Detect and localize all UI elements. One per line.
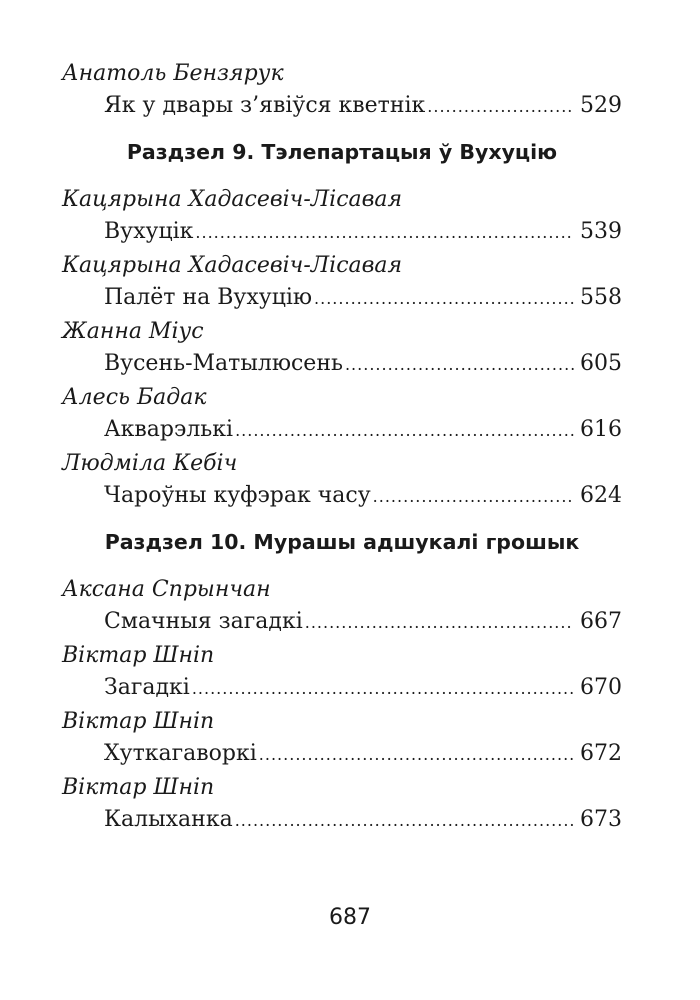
author-name: Віктар Шніп	[62, 643, 215, 668]
dot-leader	[235, 805, 574, 837]
toc-entry[interactable]	[104, 90, 622, 122]
author-name: Віктар Шніп	[62, 709, 215, 734]
page-ref: 667	[580, 609, 622, 634]
author-name: Кацярына Хадасевіч-Лісавая	[62, 253, 403, 278]
toc-work	[62, 448, 622, 512]
dot-leader	[427, 91, 574, 123]
table-of-contents	[62, 58, 622, 838]
work-title: Загадкі	[104, 675, 190, 700]
dot-leader	[373, 481, 574, 513]
work-title: Смачныя загадкі	[104, 609, 303, 634]
work-title: Як у двары з’явіўся кветнік	[104, 93, 426, 118]
toc-work	[62, 316, 622, 380]
toc-entry[interactable]	[104, 738, 622, 770]
toc-entry[interactable]	[104, 480, 622, 512]
work-title: Палёт на Вухуцію	[104, 285, 313, 310]
author-name: Аксана Спрынчан	[62, 577, 271, 602]
page-ref: 605	[580, 351, 622, 376]
dot-leader	[195, 217, 574, 249]
section-heading: Раздзел 9. Тэлепартацыя ў Вухуцію	[126, 140, 558, 164]
author-name: Людміла Кебіч	[62, 451, 238, 476]
author-name: Алесь Бадак	[62, 385, 207, 410]
work-title: Вухуцік	[104, 219, 194, 244]
page-ref: 539	[580, 219, 622, 244]
dot-leader	[305, 607, 574, 639]
page-ref: 616	[580, 417, 622, 442]
author-name: Анатоль Бензярук	[62, 61, 284, 86]
dot-leader	[345, 349, 574, 381]
toc-entry[interactable]	[104, 804, 622, 836]
toc-entry[interactable]	[104, 672, 622, 704]
work-title: Чароўны куфэрак часу	[104, 483, 371, 508]
page-number: 687	[329, 905, 371, 930]
work-title: Акварэлькі	[104, 417, 234, 442]
toc-work	[62, 574, 622, 638]
author-name: Жанна Міус	[62, 319, 204, 344]
toc-entry[interactable]	[104, 348, 622, 380]
author-name: Кацярына Хадасевіч-Лісавая	[62, 187, 403, 212]
page-ref: 670	[580, 675, 622, 700]
page-ref: 624	[580, 483, 622, 508]
work-title: Калыханка	[104, 807, 233, 832]
dot-leader	[259, 739, 574, 771]
toc-work	[62, 250, 622, 314]
toc-entry[interactable]	[104, 606, 622, 638]
toc-work	[62, 772, 622, 836]
toc-work	[62, 706, 622, 770]
dot-leader	[314, 283, 574, 315]
page-ref: 673	[580, 807, 622, 832]
page-ref: 672	[580, 741, 622, 766]
author-name: Віктар Шніп	[62, 775, 215, 800]
dot-leader	[192, 673, 574, 705]
work-title: Хуткагаворкі	[104, 741, 257, 766]
toc-work	[62, 640, 622, 704]
section-heading: Раздзел 10. Мурашы адшукалі грошык	[104, 530, 580, 554]
toc-work	[62, 382, 622, 446]
toc-entry[interactable]	[104, 216, 622, 248]
toc-work	[62, 184, 622, 248]
page-ref: 558	[580, 285, 622, 310]
dot-leader	[235, 415, 574, 447]
toc-entry[interactable]	[104, 414, 622, 446]
toc-entry[interactable]	[104, 282, 622, 314]
toc-work	[62, 58, 622, 122]
page-ref: 529	[580, 93, 622, 118]
work-title: Вусень-Матылюсень	[104, 351, 343, 376]
